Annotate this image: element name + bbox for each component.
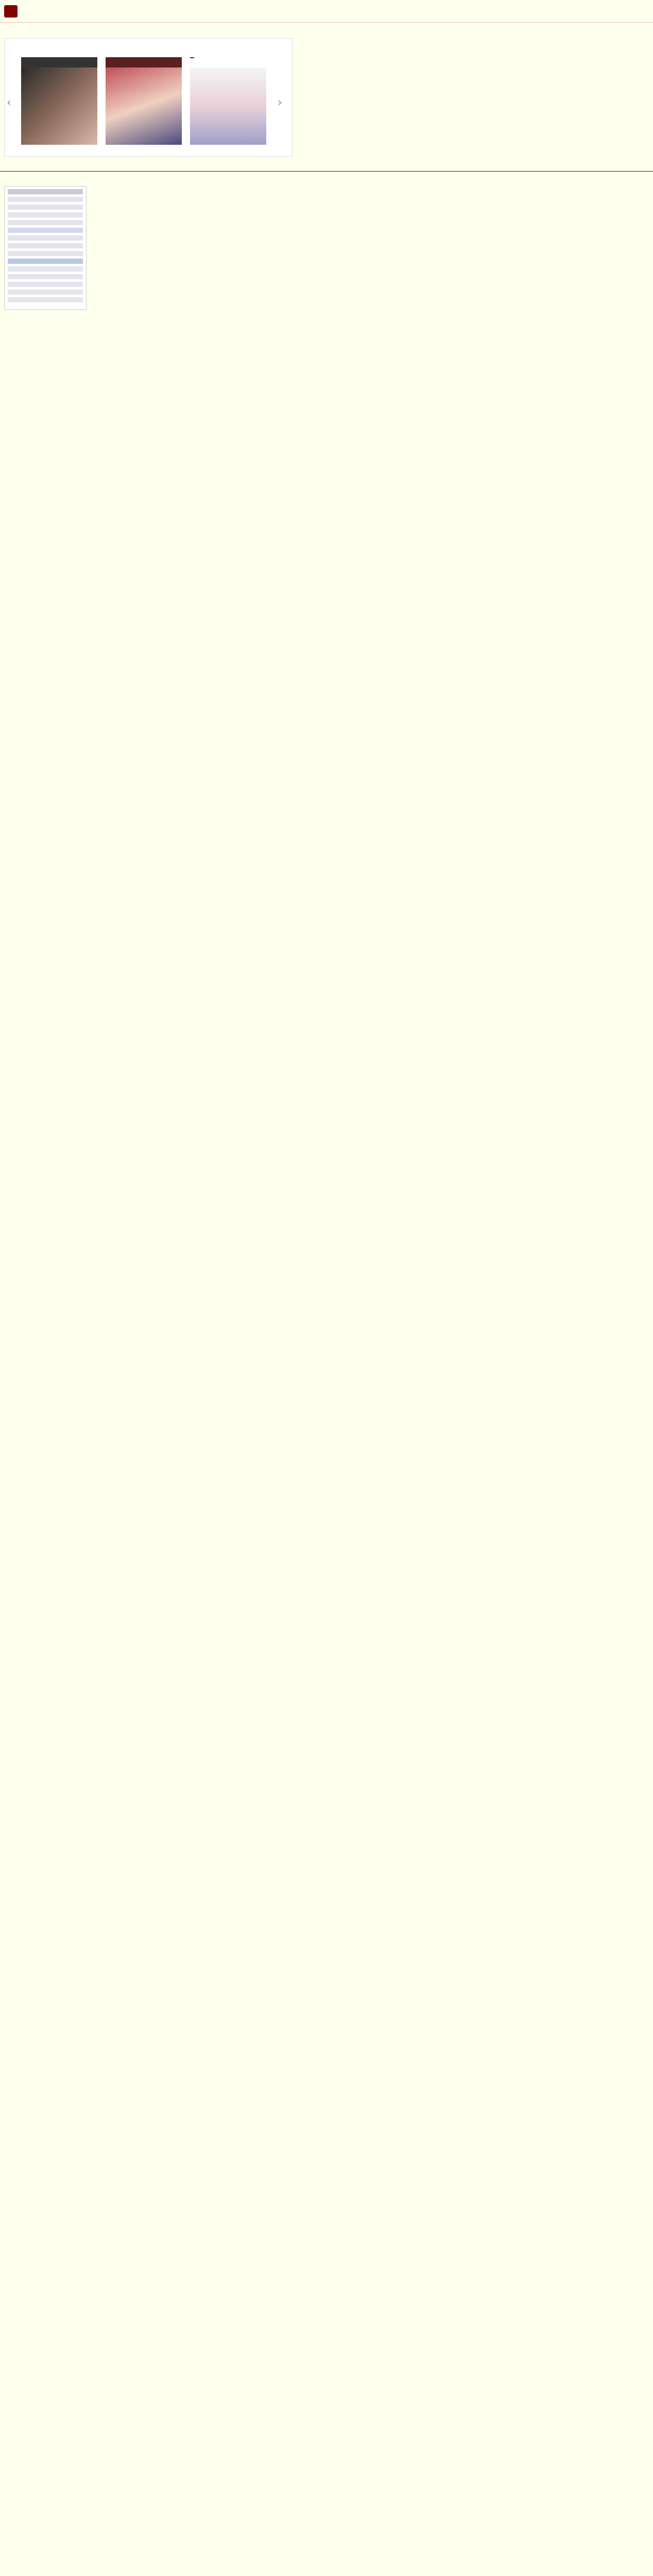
- catalog-banner: [4, 38, 293, 157]
- site-logo[interactable]: [4, 5, 18, 18]
- catalog-thumbnail-1[interactable]: [21, 57, 97, 145]
- catalog-thumbnail-2[interactable]: [106, 57, 182, 145]
- thread-op: [0, 171, 653, 313]
- update-badge: [106, 57, 110, 58]
- catalog-header: [5, 39, 292, 42]
- site-header: [0, 0, 653, 23]
- nav-links: [0, 33, 653, 37]
- thumbnail-image: [21, 67, 97, 145]
- intro-notice: [0, 23, 653, 33]
- chevron-left-icon[interactable]: ‹: [7, 96, 11, 109]
- thumbnail-image: [190, 67, 266, 145]
- op-header: [92, 186, 97, 195]
- op-post: [92, 186, 97, 310]
- op-image[interactable]: [4, 186, 87, 310]
- file-info: [4, 175, 649, 184]
- update-badge: [190, 57, 194, 58]
- chevron-right-icon[interactable]: ›: [278, 96, 282, 109]
- catalog-thumbnail-3[interactable]: [190, 57, 266, 145]
- thumbnail-image: [106, 67, 182, 145]
